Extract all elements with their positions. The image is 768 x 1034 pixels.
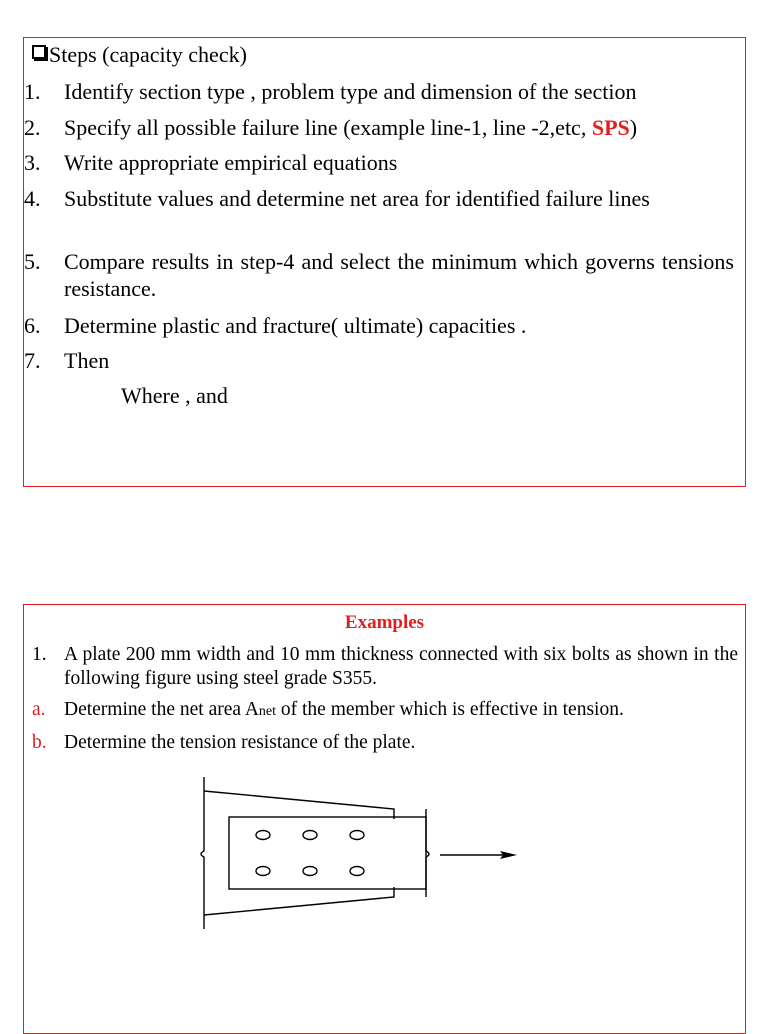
example-item-a — [32, 698, 738, 724]
example-text-part: Determine the net area A — [64, 699, 259, 720]
example-text-part: of the member which is effective in tension. — [276, 699, 624, 720]
step-text — [64, 114, 734, 141]
bolted-plate-figure — [174, 773, 534, 943]
step-text: Identify section type , problem type and dimension of the section — [64, 79, 637, 104]
bolt-hole-icon — [303, 867, 317, 876]
bolt-hole-icon — [350, 867, 364, 876]
step-item-2 — [24, 114, 734, 141]
bolt-hole-icon — [303, 831, 317, 840]
checkbox-bullet-icon — [32, 45, 46, 59]
example-item-b — [32, 731, 738, 755]
example-text — [64, 698, 738, 724]
steps-heading-text: Steps (capacity check) — [49, 42, 247, 67]
examples-title: Examples — [344, 612, 425, 633]
step-number: 4. — [24, 186, 41, 211]
example-number: 1. — [32, 644, 47, 665]
gusset-plate-bottom — [204, 887, 394, 915]
example-text: A plate 200 mm width and 10 mm thickness connected with six bolts as shown in the following figure using steel grade S355. — [64, 644, 738, 689]
where-line: Where , and — [121, 383, 228, 408]
example-item-1 — [32, 643, 738, 691]
step-number: 2. — [24, 115, 41, 140]
steps-heading — [32, 42, 247, 68]
gusset-plate-top — [204, 791, 394, 819]
bolt-hole-icon — [350, 831, 364, 840]
step-item-7 — [24, 347, 734, 374]
step-text: Compare results in step-4 and select the minimum which governs tensions resistance. — [64, 249, 734, 301]
example-text: Determine the tension resistance of the plate. — [64, 732, 416, 753]
examples-slide — [23, 604, 746, 1034]
example-letter: b. — [32, 732, 47, 753]
step-text: Write appropriate empirical equations — [64, 150, 398, 175]
step-item-5 — [24, 248, 734, 302]
step-item-6 — [24, 312, 734, 339]
net-subscript: net — [258, 704, 277, 719]
left-break-line — [201, 777, 204, 929]
steps-slide — [23, 37, 746, 487]
sps-highlight: SPS — [591, 115, 630, 140]
step-number: 7. — [24, 348, 41, 373]
bolt-hole-icon — [256, 831, 270, 840]
step-text-part: Specify all possible failure line (example line-1, line -2,etc, — [64, 115, 592, 140]
step-item-1 — [24, 78, 734, 105]
step-text: Determine plastic and fracture( ultimate) capacities . — [64, 313, 527, 338]
connected-plate — [229, 817, 426, 889]
step-number: 1. — [24, 79, 41, 104]
step-item-3 — [24, 149, 734, 176]
step-number: 6. — [24, 313, 41, 338]
example-letter: a. — [32, 699, 46, 720]
step-text-part: ) — [629, 115, 638, 140]
step-number: 3. — [24, 150, 41, 175]
step-text: Substitute values and determine net area for identified failure lines — [64, 186, 650, 211]
step-text: Then — [64, 348, 110, 373]
bolt-hole-icon — [256, 867, 270, 876]
step-item-4 — [24, 185, 734, 212]
step-number: 5. — [24, 249, 41, 274]
